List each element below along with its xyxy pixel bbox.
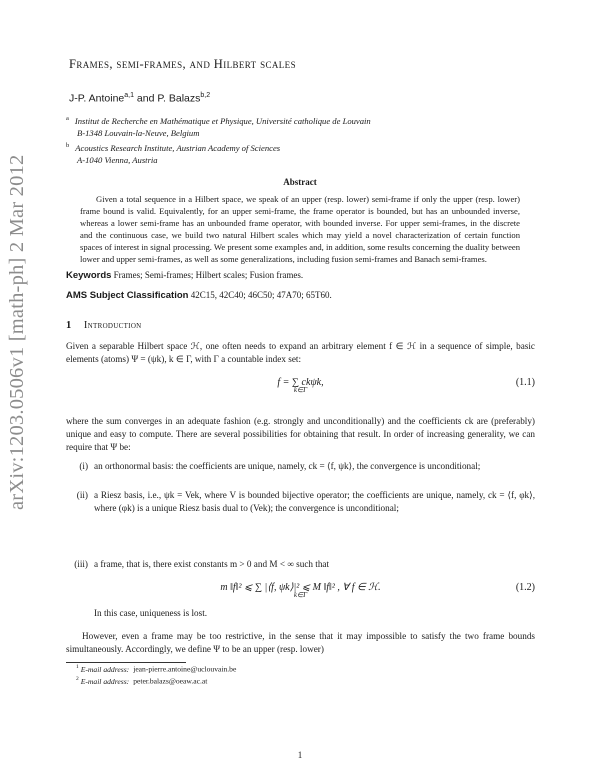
affiliation: [66, 113, 371, 139]
footnote-rule: [66, 662, 186, 663]
footnote-mark: 2: [76, 676, 79, 682]
email-text: jean-pierre.antoine@uclouvain.be: [133, 664, 237, 674]
equation-number: (1.1): [515, 377, 535, 388]
equation-body: [66, 377, 535, 394]
intro-paragraph: Given a separable Hilbert space ℋ, one often needs to expand an arbitrary element f ∈ ℋ in a sequence of simple, basic elements (atoms) Ψ = (ψk), k ∈ Γ, with Γ a countable index set:: [66, 341, 535, 364]
list-item-text: a frame, that is, there exist constants m > 0 and M < ∞ such that: [94, 559, 330, 569]
author-marks: a,1: [124, 92, 134, 99]
affiliation: [66, 140, 280, 166]
equation-1-2: [66, 582, 535, 608]
equation-body: [66, 582, 535, 599]
equation-number: (1.2): [515, 582, 535, 593]
affiliation-line: A-1040 Vienna, Austria: [77, 155, 158, 165]
section-number: 1: [66, 320, 72, 331]
section-heading: [66, 320, 142, 331]
list-item-text: an orthonormal basis: the coefficients are unique, namely, ck = ⟨f, ψk⟩, the convergence is unconditional;: [94, 461, 481, 471]
affiliation-mark: b: [66, 142, 70, 149]
paragraph: where the sum converges in an adequate fashion (e.g. strongly and unconditionally) and the coefficients ck are (preferably) unique and easy to compute. There are several possibilities for obtaining that result. In order of increasing generality, we can require that Ψ be:: [66, 416, 535, 452]
ams-classification: [66, 290, 536, 301]
footnote-label: E-mail address:: [80, 664, 130, 674]
section-name: Introduction: [83, 320, 142, 331]
paper-title: Frames, semi-frames, and Hilbert scales: [69, 57, 296, 71]
ams-label: AMS Subject Classification: [66, 290, 189, 301]
abstract-heading: Abstract: [283, 177, 317, 187]
footnote-mark: 1: [76, 664, 79, 670]
affiliation-line: Institut de Recherche en Mathématique et Physique, Université catholique de Louvain: [74, 116, 371, 126]
author-name: P. Balazs: [157, 92, 201, 105]
paragraph: In this case, uniqueness is lost.: [94, 608, 208, 618]
keywords: [66, 270, 536, 281]
author-list: [69, 92, 210, 105]
list-item-text: a Riesz basis, i.e., ψk = Vek, where V is bounded bijective operator; the coefficients are unique, namely, ck = ⟨f, φk⟩, where (φk) is a unique Riesz basis dual to (Vek); the convergence is unconditional;: [94, 490, 535, 513]
affiliation-mark: a: [66, 115, 69, 122]
list-item-label: (i): [79, 461, 88, 471]
equation-subscript: k∈Γ: [293, 386, 308, 394]
list-item-label: (ii): [76, 490, 88, 500]
paragraph: However, even a frame may be too restrictive, in the sense that it may impossible to satisfy the two frame bounds simultaneously. Accordingly, we define Ψ to be an upper (resp. lower): [66, 631, 535, 654]
list-item-label: (iii): [74, 559, 88, 569]
author-name: J-P. Antoine: [69, 92, 125, 105]
affiliation-line: Acoustics Research Institute, Austrian Academy of Sciences: [75, 143, 281, 153]
equation-subscript: k∈Γ: [293, 591, 308, 599]
ams-text: 42C15, 42C40; 46C50; 47A70; 65T60.: [190, 290, 332, 300]
equation-1-1: [66, 377, 535, 403]
email-text: peter.balazs@oeaw.ac.at: [133, 676, 208, 686]
keywords-label: Keywords: [66, 270, 112, 281]
arxiv-stamp: arXiv:1203.0506v1 [math-ph] 2 Mar 2012: [6, 154, 28, 510]
list-item: [66, 460, 535, 473]
affiliation-line: B-1348 Louvain-la-Neuve, Belgium: [77, 128, 200, 138]
list-item: [66, 489, 535, 515]
footnote: [76, 664, 236, 674]
keywords-text: Frames; Semi-frames; Hilbert scales; Fusion frames.: [113, 270, 304, 280]
author-connector: and: [136, 92, 155, 105]
page-number: 1: [297, 750, 303, 760]
equation-text: f = ∑ ckψk,: [277, 377, 324, 388]
list-item: [66, 558, 535, 571]
author-marks: b,2: [200, 92, 211, 99]
equation-text: m ‖f‖² ⩽ ∑ |⟨f, ψk⟩|² ⩽ M ‖f‖² , ∀ f ∈ ℋ.: [220, 582, 381, 593]
footnote: [76, 676, 207, 686]
footnote-label: E-mail address:: [80, 676, 130, 686]
abstract-text: Given a total sequence in a Hilbert space, we speak of an upper (resp. lower) semi-frame if only the upper (resp. lower) frame bound is valid. Equivalently, for an upper semi-frame, the frame operator is bounded, but has an unbounded inverse, whereas a lower semi-frame has an unbounded frame operator, with bounded inverse. For upper semi-frames, in the discrete and the continuous case, we build two natural Hilbert scales which may yield a novel characterization of certain function spaces of interest in signal processing. We present some examples and, in addition, some results concerning the duality between lower and upper semi-frames, as well as some generalizations, including fusion semi-frames and Banach semi-frames.: [80, 194, 520, 264]
